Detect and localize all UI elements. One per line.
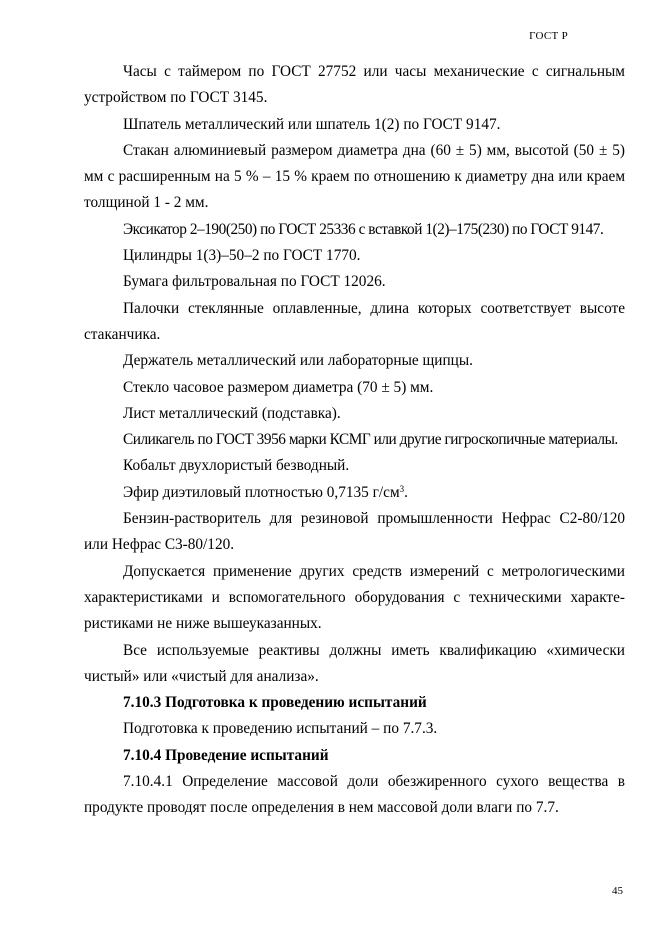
- paragraph-cylinders: Цилиндры 1(3)–50–2 по ГОСТ 1770.: [123, 247, 361, 265]
- paragraph-beaker: Стакан алюминиевый размером диаметра дна (60 ± 5) мм, высотой (50 ± 5) мм с расширенным на 5 % – 15 % краем по отношению к диаметру дна или краем толщиной 1 - 2 мм.: [84, 141, 625, 212]
- paragraph-nefras: Бензин-растворитель для резиновой промышленности Нефрас С2-80/120 или Нефрас С3-80/120.: [84, 510, 625, 554]
- paragraph-holder: Держатель металлический или лабораторные щипцы.: [123, 352, 473, 370]
- page-number: 45: [612, 885, 623, 897]
- paragraph-ether: [84, 480, 625, 506]
- paragraph-metal-sheet: Лист металлический (подставка).: [123, 404, 341, 422]
- header-standard-title: ГОСТ Р: [529, 30, 568, 42]
- paragraph-reagents: Все используемые реактивы должны иметь квалификацию «химически чистый» или «чистый для анализа».: [84, 641, 625, 685]
- paragraph-glass-rods: Палочки стеклянные оплавленные, длина которых соответствует высоте стаканчика.: [84, 299, 625, 343]
- heading-7-10-3: 7.10.3 Подготовка к проведению испытаний: [123, 694, 427, 712]
- ether-tail: .: [404, 483, 408, 501]
- paragraph-watch-glass: Стекло часовое размером диаметра (70 ± 5) мм.: [123, 378, 434, 396]
- paragraph-timer: Часы с таймером по ГОСТ 27752 или часы механические с сигнальным устройством по ГОСТ 3145.: [84, 63, 625, 107]
- ether-superscript: 3: [399, 483, 405, 494]
- paragraph-7-10-3-body: Подготовка к проведению испытаний – по 7.7.3.: [123, 720, 438, 738]
- paragraph-silica-gel: Силикагель по ГОСТ 3956 марки КСМГ или другие гигроскопичные материалы.: [123, 431, 618, 449]
- heading-7-10-4: 7.10.4 Проведение испытаний: [123, 746, 329, 764]
- ether-text: Эфир диэтиловый плотностью 0,7135 г/см: [123, 483, 400, 501]
- paragraph-other-instruments: Допускается применение других средств измерений с метрологическими характеристиками и вспомогательного оборудования с техническими характе-ристиками не ниже вышеуказанных.: [84, 562, 625, 633]
- body-text: [84, 59, 625, 822]
- paragraph-spatula: Шпатель металлический или шпатель 1(2) по ГОСТ 9147.: [123, 115, 501, 133]
- paragraph-7-10-4-1: 7.10.4.1 Определение массовой доли обезжиренного сухого вещества в продукте проводят после определения в нем массовой доли влаги по 7.7.: [84, 773, 625, 817]
- paragraph-filter-paper: Бумага фильтровальная по ГОСТ 12026.: [123, 273, 386, 291]
- paragraph-cobalt: Кобальт двухлористый безводный.: [123, 457, 350, 475]
- paragraph-desiccator: Эксикатор 2–190(250) по ГОСТ 25336 с вставкой 1(2)–175(230) по ГОСТ 9147.: [123, 220, 604, 238]
